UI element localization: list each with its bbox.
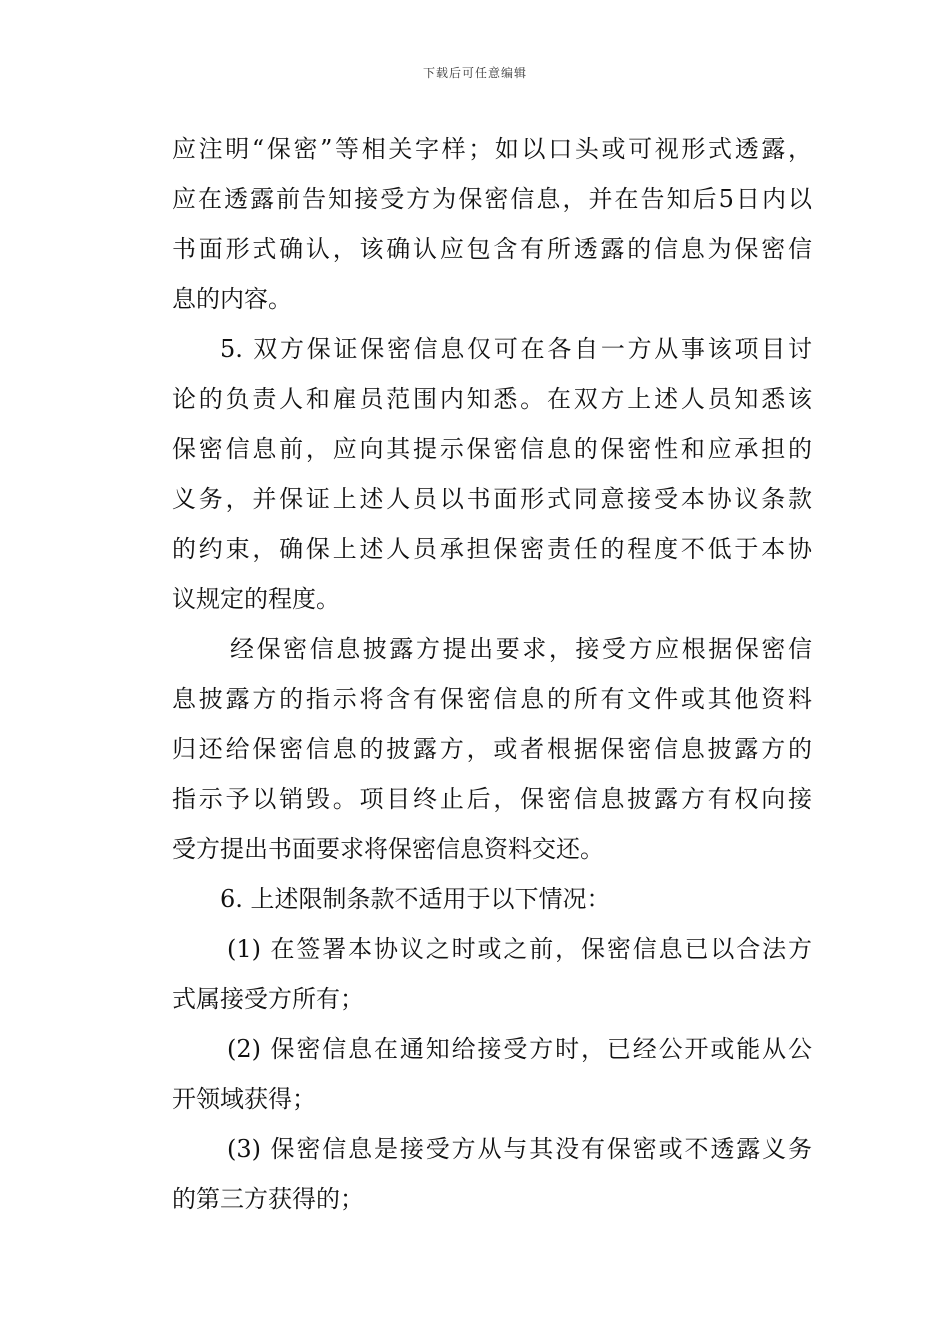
text-line: 保密信息前，应向其提示保密信息的保密性和应承担的 xyxy=(172,435,812,463)
text-line: 归还给保密信息的披露方，或者根据保密信息披露方的 xyxy=(172,735,812,763)
text-line: 论的负责人和雇员范围内知悉。在双方上述人员知悉该 xyxy=(172,385,812,413)
text-line: 开领域获得； xyxy=(172,1085,316,1113)
text-line: 的约束，确保上述人员承担保密责任的程度不低于本协 xyxy=(172,535,812,563)
text-line: 书面形式确认，该确认应包含有所透露的信息为保密信 xyxy=(172,235,812,263)
paragraph-return-start: 经保密信息披露方提出要求，接受方应根据保密信 xyxy=(230,635,812,663)
item-3-start: (3) 保密信息是接受方从与其没有保密或不透露义务 xyxy=(227,1135,812,1163)
text-line: 息披露方的指示将含有保密信息的所有文件或其他资料 xyxy=(172,685,812,713)
text-line: 息的内容。 xyxy=(172,285,292,313)
document-body xyxy=(172,124,812,1224)
text-line: 式属接受方所有； xyxy=(172,985,364,1013)
text-line: 指示予以销毁。项目终止后，保密信息披露方有权向接 xyxy=(172,785,812,813)
text-line: 受方提出书面要求将保密信息资料交还。 xyxy=(172,835,604,863)
page-header: 下载后可任意编辑 xyxy=(422,66,527,80)
item-1-start: (1) 在签署本协议之时或之前，保密信息已以合法方 xyxy=(227,935,812,963)
item-2-start: (2) 保密信息在通知给接受方时，已经公开或能从公 xyxy=(227,1035,812,1063)
text-line: 的第三方获得的； xyxy=(172,1185,364,1213)
text-line: 义务，并保证上述人员以书面形式同意接受本协议条款 xyxy=(172,485,812,513)
text-line: 议规定的程度。 xyxy=(172,585,340,613)
text-line: 应在透露前告知接受方为保密信息，并在告知后5日内以 xyxy=(172,185,812,213)
clause-6-heading: 6. 上述限制条款不适用于以下情况： xyxy=(220,885,611,913)
text-line: 应注明“保密”等相关字样；如以口头或可视形式透露， xyxy=(172,135,812,163)
clause-5-start: 5. 双方保证保密信息仅可在各自一方从事该项目讨 xyxy=(220,335,812,363)
